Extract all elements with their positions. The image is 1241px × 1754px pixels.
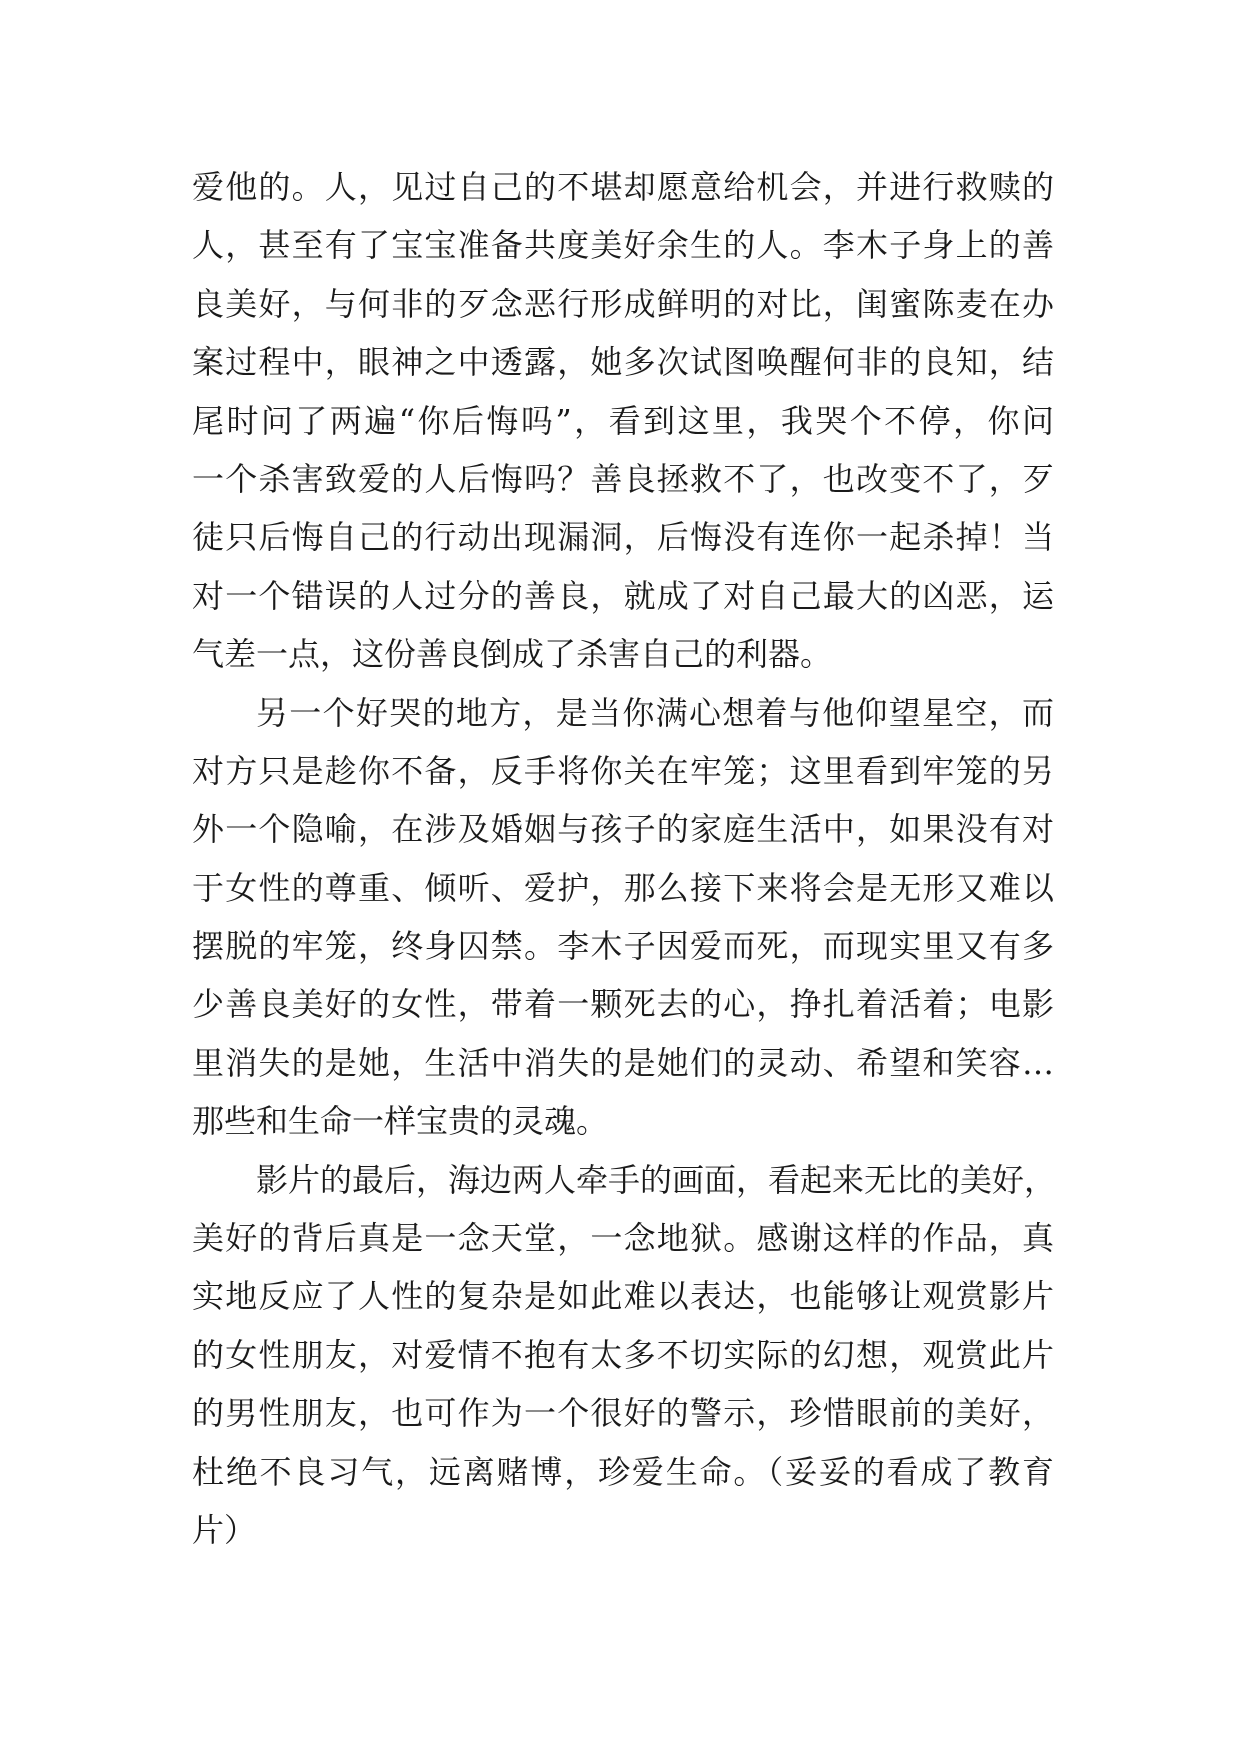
paragraph-2 <box>192 684 1054 1151</box>
text-line: 摆脱的牢笼，终身囚禁。李木子因爱而死，而现实里又有多 <box>192 927 1054 966</box>
text-line: 良美好，与何非的歹念恶行形成鲜明的对比，闺蜜陈麦在办 <box>192 284 1054 323</box>
text-line: 气差一点，这份善良倒成了杀害自己的利器。 <box>192 635 833 674</box>
text-line: 另一个好哭的地方，是当你满心想着与他仰望星空，而 <box>256 693 1054 732</box>
document-body <box>192 158 1057 1559</box>
text-line: 人，甚至有了宝宝准备共度美好余生的人。李木子身上的善 <box>192 226 1054 265</box>
text-line: 的女性朋友，对爱情不抱有太多不切实际的幻想，观赏此片 <box>192 1335 1054 1374</box>
text-line: 少善良美好的女性，带着一颗死去的心，挣扎着活着；电影 <box>192 985 1054 1024</box>
text-line: 对方只是趁你不备，反手将你关在牢笼；这里看到牢笼的另 <box>192 751 1054 790</box>
text-line: 影片的最后，海边两人牵手的画面，看起来无比的美好， <box>256 1160 1057 1199</box>
text-line: 杜绝不良习气，远离赌博，珍爱生命。（妥妥的看成了教育 <box>192 1452 1054 1491</box>
text-line: 对一个错误的人过分的善良，就成了对自己最大的凶恶，运 <box>192 576 1054 615</box>
text-line: 徒只后悔自己的行动出现漏洞，后悔没有连你一起杀掉！当 <box>192 518 1054 557</box>
text-line: 外一个隐喻，在涉及婚姻与孩子的家庭生活中，如果没有对 <box>192 810 1054 849</box>
text-line: 的男性朋友，也可作为一个很好的警示，珍惜眼前的美好， <box>192 1394 1054 1433</box>
text-line: 那些和生命一样宝贵的灵魂。 <box>192 1102 609 1141</box>
paragraph-1 <box>192 158 1054 684</box>
text-line: 于女性的尊重、倾听、爱护，那么接下来将会是无形又难以 <box>192 868 1054 907</box>
text-line: 一个杀害致爱的人后悔吗？善良拯救不了，也改变不了，歹 <box>192 459 1054 498</box>
text-line: 片） <box>192 1510 257 1549</box>
text-line: 爱他的。人，见过自己的不堪却愿意给机会，并进行救赎的 <box>192 168 1054 206</box>
paragraph-3 <box>192 1151 1057 1560</box>
text-line: 尾时问了两遍“你后悔吗”，看到这里，我哭个不停，你问 <box>192 401 1054 440</box>
text-line: 实地反应了人性的复杂是如此难以表达，也能够让观赏影片 <box>192 1277 1054 1316</box>
text-line: 案过程中，眼神之中透露，她多次试图唤醒何非的良知，结 <box>192 343 1054 382</box>
text-line: 美好的背后真是一念天堂，一念地狱。感谢这样的作品，真 <box>192 1219 1054 1258</box>
text-line: 里消失的是她，生活中消失的是她们的灵动、希望和笑容… <box>192 1043 1054 1082</box>
